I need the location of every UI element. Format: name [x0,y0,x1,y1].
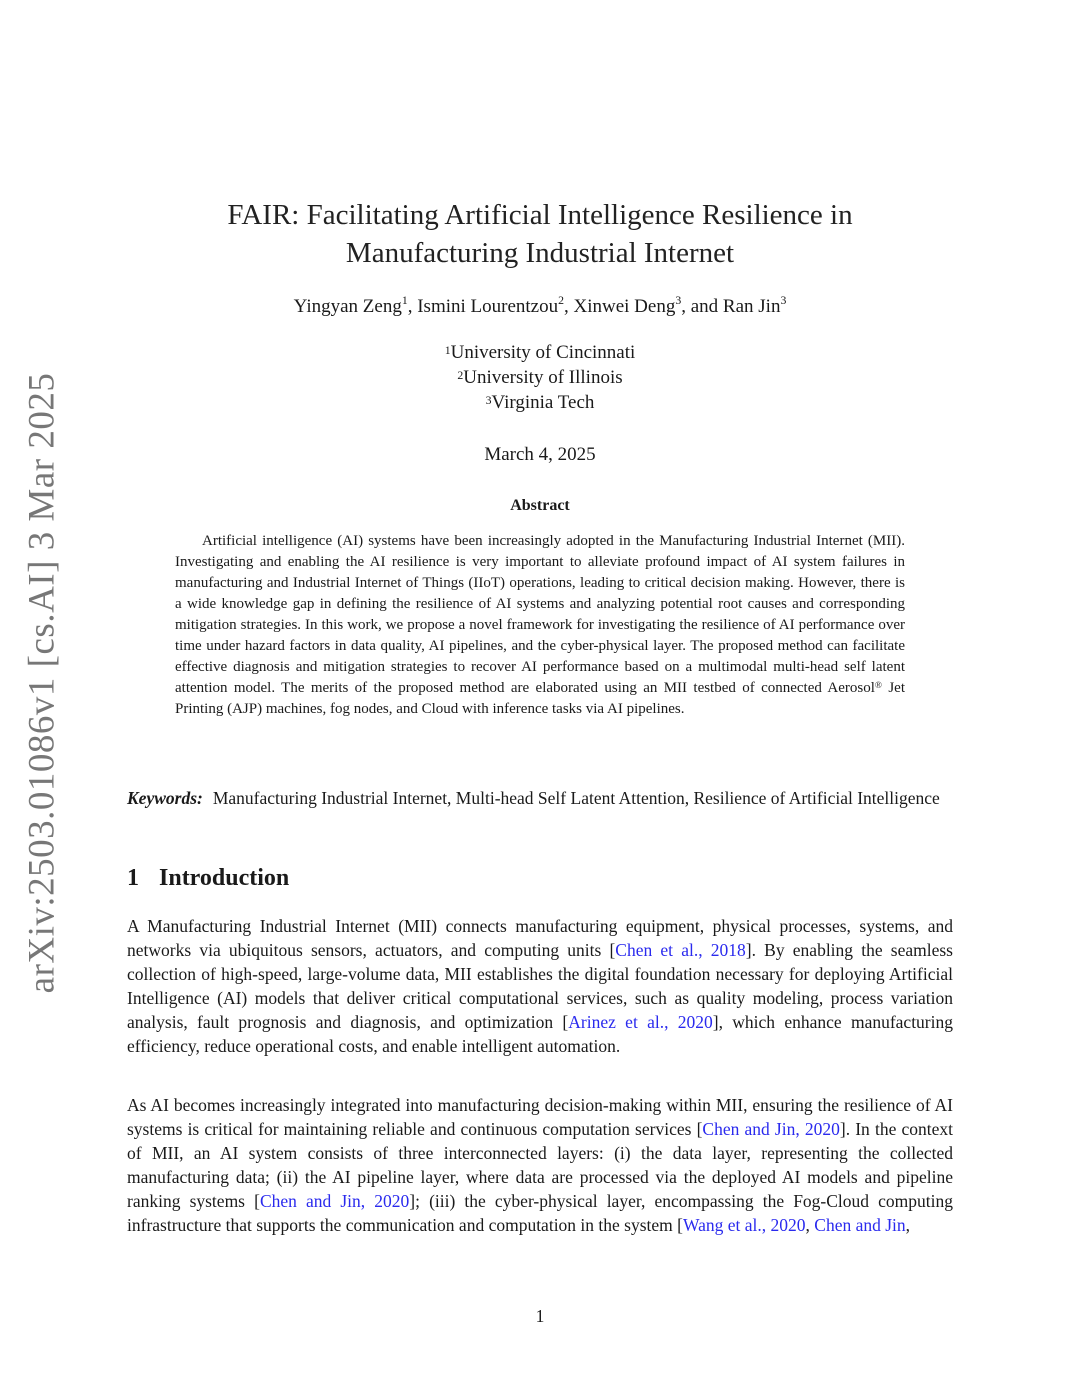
paragraph-text: , [905,1215,911,1235]
author-name: Ran Jin [722,296,781,317]
title-line-1: FAIR: Facilitating Artificial Intelligence Resilience in [227,199,853,231]
registered-trademark-mark: ® [874,681,882,692]
paper-title [160,196,920,272]
paragraph-text: ]; (iii) the cyber-physical layer, encompassing the Fog-Cloud computing infrastructure that supports the communication and computation in the system [ [127,1191,953,1235]
paragraph-text: ]. In the context of MII, an AI system consists of three interconnected layers: (i) the data layer, representing the collected manufacturing data; (ii) the AI pipeline layer, where data are processed via the deployed AI models and pipeline ranking systems [ [127,1119,953,1211]
affiliation-name: Virginia Tech [491,392,595,413]
section-title: Introduction [159,865,290,891]
keywords-text: Manufacturing Industrial Internet, Multi-head Self Latent Attention, Resilience of Artificial Intelligence [212,788,940,808]
citation-link[interactable]: Chen et al., 2018 [615,940,746,960]
arxiv-identifier-stamp: arXiv:2503.01086v1 [cs.AI] 3 Mar 2025 [21,372,63,994]
author-separator: , and [681,296,723,317]
author-affiliation-mark: 2 [558,293,564,307]
author-name: Ismini Lourentzou [417,296,559,317]
author-affiliation-mark: 3 [780,293,787,307]
paragraph-text: , [805,1215,815,1235]
section-heading [127,865,289,892]
citation-link[interactable]: Chen and Jin, 2020 [259,1191,410,1211]
author-name: Yingyan Zeng [293,296,402,317]
citation-link[interactable]: Chen and Jin, 2020 [702,1119,840,1139]
author-name: Xinwei Deng [573,296,676,317]
paragraph-text: ], which enhance manufacturing efficiency, reduce operational costs, and enable intelligent automation. [127,1012,953,1056]
affiliation-list [0,340,1080,415]
author-list [0,293,1080,318]
paragraph-text: As AI becomes increasingly integrated into manufacturing decision-making within MII, ensuring the resilience of AI systems is critical for maintaining reliable and continuous computation services [ [127,1095,953,1139]
affiliation-mark: 2 [457,368,464,382]
abstract-heading: Abstract [510,497,570,514]
affiliation [0,340,1080,365]
paragraph-text: A Manufacturing Industrial Internet (MII) connects manufacturing equipment, physical processes, systems, and networks via ubiquitous sensors, actuators, and computing units [ [127,916,953,960]
author-affiliation-mark: 3 [675,293,682,307]
citation-link[interactable]: Chen and Jin [814,1215,906,1235]
intro-paragraph-1 [127,914,953,1058]
abstract-text-part: Artificial intelligence (AI) systems have been increasingly adopted in the Manufacturing Industrial Internet (MII). Investigating and enabling the AI resilience is very important to alleviate profound impact of AI system failures in manufacturing and Industrial Internet of Things (IIoT) operations, leading to critical decision making. However, there is a wide knowledge gap in defining the resilience of AI systems and analyzing potential root causes and corresponding mitigation strategies. In this work, we propose a novel framework for investigating the resilience of AI performance over time under hazard factors in data quality, AI pipelines, and the cyber-physical layer. The proposed method can facilitate effective diagnosis and mitigation strategies to recover AI performance based on a multimodal multi-head self latent attention model. The merits of the proposed method are elaborated using an MII testbed of connected Aerosol [175,533,905,696]
page-number: 1 [535,1306,545,1326]
keywords [127,786,953,810]
section-number: 1 [127,865,139,891]
paragraph-text: ]. By enabling the seamless collection of high-speed, large-volume data, MII establishes the digital foundation necessary for deploying Artificial Intelligence (AI) models that deliver critical computational services, such as quality modeling, process variation analysis, fault prognosis and diagnosis, and optimization [ [127,940,953,1032]
publication-date: March 4, 2025 [484,444,596,465]
abstract-text-part: Jet Printing (AJP) machines, fog nodes, and Cloud with inference tasks via AI pipelines. [175,680,905,717]
affiliation-name: University of Illinois [463,367,623,388]
citation-link[interactable]: Wang et al., 2020 [682,1215,806,1235]
author-affiliation-mark: 1 [401,293,408,307]
affiliation-mark: 1 [444,343,451,357]
affiliation [0,365,1080,390]
affiliation-mark: 3 [485,393,492,407]
author-separator: , [407,296,418,317]
author-separator: , [564,296,574,317]
keywords-label: Keywords: [127,788,203,808]
citation-link[interactable]: Arinez et al., 2020 [568,1012,713,1032]
title-line-2: Manufacturing Industrial Internet [345,237,735,269]
affiliation-name: University of Cincinnati [450,342,636,363]
abstract-text [175,531,905,720]
intro-paragraph-2 [127,1093,953,1237]
affiliation [0,390,1080,415]
